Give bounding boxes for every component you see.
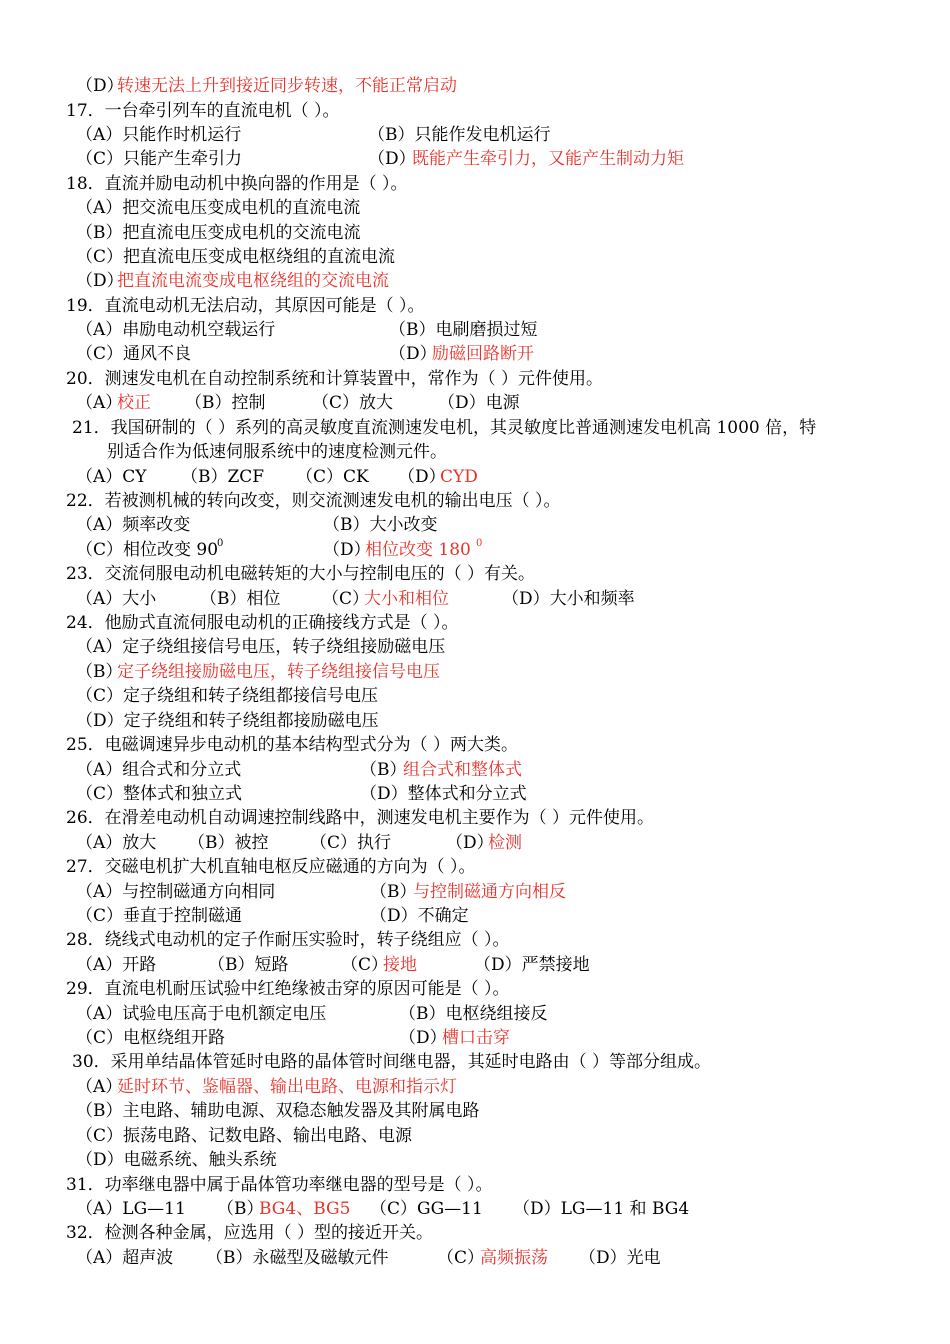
question-line bbox=[0, 440, 950, 464]
line-text: （A）CY bbox=[76, 467, 147, 487]
line-text: （B）把直流电压变成电机的交流电流 bbox=[76, 223, 361, 243]
line-text: （B） bbox=[360, 760, 407, 780]
question-line bbox=[0, 245, 950, 269]
question-line bbox=[0, 977, 950, 1001]
question-line bbox=[0, 221, 950, 245]
line-text: （C） bbox=[341, 955, 389, 975]
question-line bbox=[0, 465, 950, 489]
answer-text: 定子绕组接励磁电压，转子绕组接信号电压 bbox=[117, 662, 440, 682]
answer-text: 延时环节、鉴幅器、输出电路、电源和指示灯 bbox=[117, 1077, 457, 1097]
line-text: （B）电刷磨损过短 bbox=[389, 320, 538, 340]
question-line bbox=[0, 611, 950, 635]
superscript: 0 bbox=[217, 538, 224, 550]
line-text: 32．检测各种金属，应选用（ ）型的接近开关。 bbox=[66, 1223, 434, 1243]
line-text: （B）永磁型及磁敏元件 bbox=[206, 1248, 389, 1268]
answer-text: 大小和相位 bbox=[364, 589, 449, 609]
line-text: 31．功率继电器中属于晶体管功率继电器的型号是（ ）。 bbox=[66, 1175, 493, 1195]
answer-text: 0 bbox=[476, 538, 483, 550]
line-text: （D） bbox=[399, 1028, 447, 1048]
question-line bbox=[0, 635, 950, 659]
line-text: （C）GG—11 bbox=[370, 1199, 483, 1219]
line-text: （A）只能作时机运行 bbox=[76, 125, 242, 145]
question-line bbox=[0, 513, 950, 537]
line-text: 26．在滑差电动机自动调速控制线路中，测速发电机主要作为（ ）元件使用。 bbox=[66, 808, 655, 828]
question-line bbox=[0, 74, 950, 98]
answer-text: 既能产生牵引力，又能产生制动力矩 bbox=[412, 149, 684, 169]
question-line bbox=[0, 538, 950, 562]
line-text: （D）电磁系统、触头系统 bbox=[76, 1150, 277, 1170]
line-text: 29．直流电机耐压试验中红绝缘被击穿的原因可能是（ ）。 bbox=[66, 979, 510, 999]
line-text: （A）大小 bbox=[76, 589, 157, 609]
answer-text: 槽口击穿 bbox=[442, 1028, 510, 1048]
question-line bbox=[0, 172, 950, 196]
line-text: （D）LG—11 和 BG4 bbox=[513, 1199, 690, 1219]
line-text: （B）相位 bbox=[200, 589, 281, 609]
line-text: 24．他励式直流伺服电动机的正确接线方式是（ ）。 bbox=[66, 613, 459, 633]
line-text: 20．测速发电机在自动控制系统和计算装置中，常作为（ ）元件使用。 bbox=[66, 369, 604, 389]
line-text: （C）CK bbox=[296, 467, 369, 487]
line-text: （D）光电 bbox=[579, 1248, 661, 1268]
answer-text: 校正 bbox=[117, 393, 151, 413]
line-text: 18．直流并励电动机中换向器的作用是（ ）。 bbox=[66, 174, 408, 194]
line-text: 17．一台牵引列车的直流电机（ ）。 bbox=[66, 101, 340, 121]
question-line bbox=[0, 1026, 950, 1050]
line-text: （D）定子绕组和转子绕组都接励磁电压 bbox=[76, 711, 379, 731]
question-line bbox=[0, 99, 950, 123]
question-line bbox=[0, 1246, 950, 1270]
line-text: （D） bbox=[76, 76, 124, 96]
line-text: （B） bbox=[370, 882, 417, 902]
line-text: （C）电枢绕组开路 bbox=[76, 1028, 226, 1048]
line-text: （A）组合式和分立式 bbox=[76, 760, 242, 780]
answer-text: 与控制磁通方向相反 bbox=[413, 882, 566, 902]
question-line bbox=[0, 855, 950, 879]
line-text: 27．交磁电机扩大机直轴电枢反应磁通的方向为（ ）。 bbox=[66, 857, 476, 877]
line-text: （D）严禁接地 bbox=[474, 955, 590, 975]
question-line bbox=[0, 660, 950, 684]
line-text: （A）频率改变 bbox=[76, 515, 191, 535]
line-text: （A） bbox=[76, 393, 123, 413]
question-line bbox=[0, 709, 950, 733]
question-line bbox=[0, 953, 950, 977]
question-line bbox=[0, 123, 950, 147]
question-line bbox=[0, 416, 950, 440]
line-text: （C）把直流电压变成电枢绕组的直流电流 bbox=[76, 247, 396, 267]
line-text: （A）开路 bbox=[76, 955, 157, 975]
line-text: （B） bbox=[76, 662, 123, 682]
question-line bbox=[0, 1148, 950, 1172]
question-line bbox=[0, 1173, 950, 1197]
line-text: （D） bbox=[76, 271, 124, 291]
line-text: （A）LG—11 bbox=[76, 1199, 186, 1219]
line-text: （D） bbox=[368, 149, 416, 169]
question-line bbox=[0, 1124, 950, 1148]
question-line bbox=[0, 1099, 950, 1123]
line-text: （A） bbox=[76, 1077, 123, 1097]
line-text: （B）被控 bbox=[188, 833, 269, 853]
line-text: （C） bbox=[322, 589, 370, 609]
line-text: （D） bbox=[398, 467, 446, 487]
question-line bbox=[0, 1075, 950, 1099]
line-text: 19．直流电动机无法启动，其原因可能是（ ）。 bbox=[66, 296, 425, 316]
line-text: （B）只能作发电机运行 bbox=[368, 125, 551, 145]
question-line bbox=[0, 391, 950, 415]
answer-text: 励磁回路断开 bbox=[432, 344, 534, 364]
line-text: （C）垂直于控制磁通 bbox=[76, 906, 243, 926]
line-text: （D）不确定 bbox=[370, 906, 469, 926]
line-text: 22．若被测机械的转向改变，则交流测速发电机的输出电压（ ）。 bbox=[66, 491, 561, 511]
answer-text: BG4、BG5 bbox=[259, 1199, 351, 1219]
line-text: （D）整体式和分立式 bbox=[360, 784, 527, 804]
question-line bbox=[0, 1221, 950, 1245]
question-line bbox=[0, 904, 950, 928]
line-text: （C）振荡电路、记数电路、输出电路、电源 bbox=[76, 1126, 413, 1146]
line-text: （C）只能产生牵引力 bbox=[76, 149, 243, 169]
line-text: （D）电源 bbox=[438, 393, 520, 413]
line-text: 25．电磁调速异步电动机的基本结构型式分为（ ）两大类。 bbox=[66, 735, 519, 755]
line-text: （C）放大 bbox=[312, 393, 394, 413]
line-text: （A）定子绕组接信号电压，转子绕组接励磁电压 bbox=[76, 637, 446, 657]
line-text: 21．我国研制的（ ）系列的高灵敏度直流测速发电机，其灵敏度比普通测速发电机高 1000 倍，特 bbox=[72, 418, 817, 438]
question-line bbox=[0, 880, 950, 904]
answer-text: 转速无法上升到接近同步转速，不能正常启动 bbox=[117, 76, 457, 96]
line-text: 别适合作为低速伺服系统中的速度检测元件。 bbox=[107, 442, 447, 462]
line-text: （B）ZCF bbox=[181, 467, 265, 487]
question-line bbox=[0, 269, 950, 293]
question-line bbox=[0, 831, 950, 855]
line-text: （D） bbox=[389, 344, 437, 364]
question-line bbox=[0, 147, 950, 171]
question-line bbox=[0, 733, 950, 757]
line-text: （D）大小和频率 bbox=[502, 589, 635, 609]
question-line bbox=[0, 562, 950, 586]
line-text: （A）把交流电压变成电机的直流电流 bbox=[76, 198, 361, 218]
answer-text: CYD bbox=[440, 467, 478, 487]
question-line bbox=[0, 1197, 950, 1221]
question-line bbox=[0, 758, 950, 782]
line-text: （B）大小改变 bbox=[323, 515, 438, 535]
line-text: （A）试验电压高于电机额定电压 bbox=[76, 1004, 327, 1024]
line-text: （A）与控制磁通方向相同 bbox=[76, 882, 276, 902]
line-text: （D） bbox=[446, 833, 494, 853]
line-text: （B）电枢绕组接反 bbox=[399, 1004, 548, 1024]
question-line bbox=[0, 782, 950, 806]
question-line bbox=[0, 587, 950, 611]
answer-text: 接地 bbox=[383, 955, 417, 975]
line-text: （C）执行 bbox=[310, 833, 392, 853]
line-text: （B）主电路、辅助电源、双稳态触发器及其附属电路 bbox=[76, 1101, 480, 1121]
answer-text: 把直流电流变成电枢绕组的交流电流 bbox=[117, 271, 389, 291]
line-text: （A）放大 bbox=[76, 833, 157, 853]
line-text: （C）定子绕组和转子绕组都接信号电压 bbox=[76, 686, 379, 706]
line-text: （C）相位改变 90 bbox=[76, 540, 219, 560]
line-text: （A）串励电动机空载运行 bbox=[76, 320, 276, 340]
line-text: （C）通风不良 bbox=[76, 344, 192, 364]
line-text: 23．交流伺服电动机电磁转矩的大小与控制电压的（ ）有关。 bbox=[66, 564, 536, 584]
line-text: （C） bbox=[437, 1248, 485, 1268]
line-text: （B） bbox=[217, 1199, 264, 1219]
question-line bbox=[0, 196, 950, 220]
answer-text: 检测 bbox=[488, 833, 522, 853]
line-text: 30．采用单结晶体管延时电路的晶体管时间继电器，其延时电路由（ ）等部分组成。 bbox=[72, 1052, 712, 1072]
question-line bbox=[0, 342, 950, 366]
line-text: （B）控制 bbox=[185, 393, 266, 413]
question-line bbox=[0, 294, 950, 318]
line-text: （D） bbox=[323, 540, 371, 560]
question-line bbox=[0, 928, 950, 952]
question-line bbox=[0, 367, 950, 391]
line-text: （B）短路 bbox=[208, 955, 289, 975]
line-text: 28．绕线式电动机的定子作耐压实验时，转子绕组应（ ）。 bbox=[66, 930, 510, 950]
answer-text: 高频振荡 bbox=[480, 1248, 548, 1268]
answer-text: 相位改变 180 bbox=[365, 540, 471, 560]
line-text: （C）整体式和独立式 bbox=[76, 784, 243, 804]
question-line bbox=[0, 1002, 950, 1026]
question-line bbox=[0, 489, 950, 513]
question-line bbox=[0, 684, 950, 708]
answer-text: 组合式和整体式 bbox=[403, 760, 522, 780]
question-line bbox=[0, 806, 950, 830]
line-text: （A）超声波 bbox=[76, 1248, 174, 1268]
question-line bbox=[0, 1050, 950, 1074]
question-line bbox=[0, 318, 950, 342]
